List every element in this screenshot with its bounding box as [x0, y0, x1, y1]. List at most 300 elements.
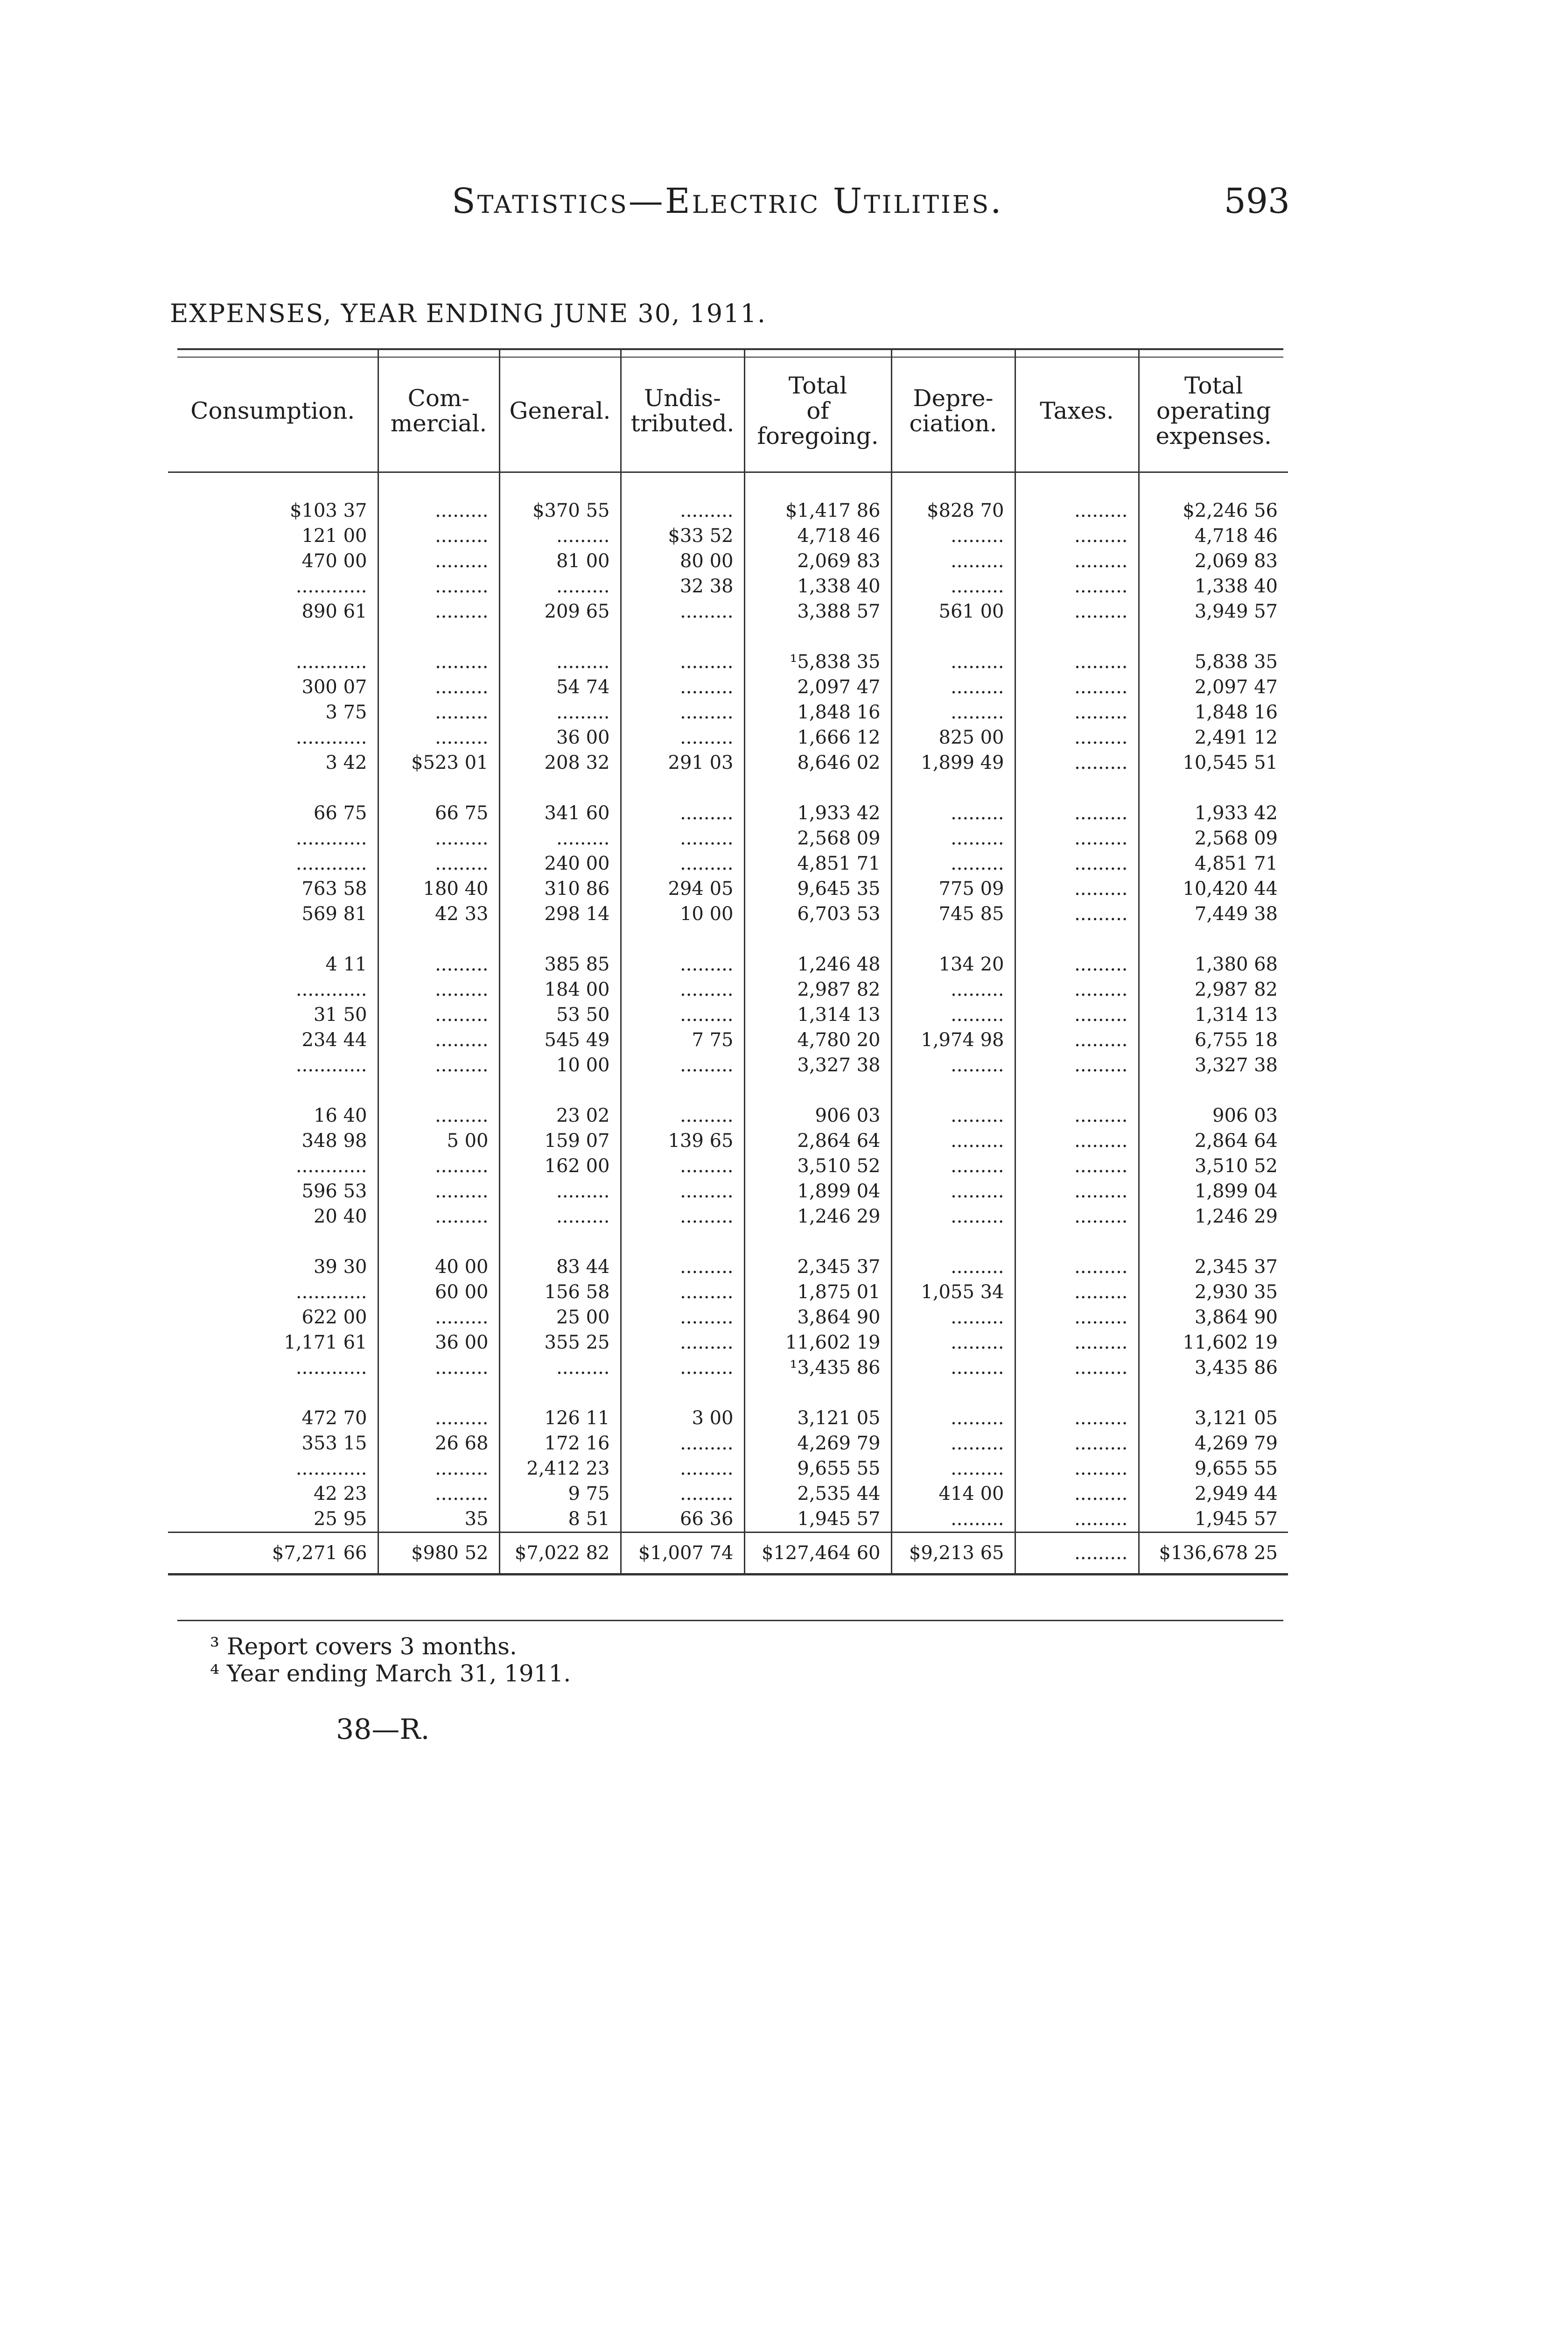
table-cell: 3,864 90 [1139, 1305, 1288, 1330]
table-cell: 172 16 [499, 1431, 621, 1456]
table-cell: 890 61 [301, 601, 367, 622]
table-cell: 906 03 [744, 1078, 891, 1128]
table-cell: 1,380 68 [1139, 927, 1288, 977]
table-cell: 3,327 38 [744, 1053, 891, 1078]
table-cell: 1,338 40 [1139, 574, 1288, 599]
table-cell: ......... [378, 1204, 499, 1229]
table-cell: 1,314 13 [1139, 1002, 1288, 1027]
table-cell: ............ [295, 828, 367, 849]
table-cell: ......... [1015, 725, 1139, 750]
table-cell: ......... [1015, 1229, 1139, 1279]
table-cell: ......... [621, 1431, 744, 1456]
table-row [168, 1330, 1288, 1355]
table-cell: 184 00 [499, 977, 621, 1002]
table-cell: 470 00 [301, 550, 367, 572]
table-cell: ......... [621, 775, 744, 826]
column-header: Taxes. [1015, 350, 1139, 472]
table-cell: 83 44 [499, 1229, 621, 1279]
table-cell: ......... [499, 1179, 621, 1204]
table-cell: ......... [891, 1153, 1015, 1179]
table-cell: 159 07 [499, 1128, 621, 1153]
table-cell: 3,121 05 [744, 1380, 891, 1431]
table-cell: 25 95 [313, 1508, 367, 1530]
table-cell: 39 30 [313, 1256, 367, 1278]
table-cell: ......... [378, 1456, 499, 1481]
table-cell: 300 07 [301, 676, 367, 698]
table-cell: 54 74 [499, 675, 621, 700]
table-cell: ......... [378, 624, 499, 675]
table-cell: ¹5,838 35 [744, 624, 891, 675]
table-cell: 2,097 47 [1139, 675, 1288, 700]
table-row [168, 750, 1288, 775]
table-cell: 2,568 09 [744, 826, 891, 851]
table-cell: 20 40 [313, 1206, 367, 1227]
table-row [168, 826, 1288, 851]
table-row [168, 1204, 1288, 1229]
table-cell: ......... [1015, 1179, 1139, 1204]
table-cell: ......... [621, 1229, 744, 1279]
table-cell: ......... [891, 1355, 1015, 1380]
table-cell: ............ [295, 1055, 367, 1076]
table-cell: ......... [378, 675, 499, 700]
table-row [168, 901, 1288, 927]
table-cell: 7,449 38 [1139, 901, 1288, 927]
totals-row [168, 1533, 1288, 1575]
table-row [168, 1305, 1288, 1330]
table-cell: ......... [378, 1179, 499, 1204]
table-cell: ......... [621, 1078, 744, 1128]
table-cell: ......... [621, 1330, 744, 1355]
table-cell: ......... [1015, 1153, 1139, 1179]
table-cell: 23 02 [499, 1078, 621, 1128]
table-cell: 3,949 57 [1139, 599, 1288, 624]
table-cell: $1,417 86 [744, 472, 891, 524]
table-cell: ......... [499, 624, 621, 675]
page-number: 593 [1224, 181, 1290, 221]
table-cell: ......... [621, 1279, 744, 1305]
table-cell: ......... [891, 1305, 1015, 1330]
table-cell: ......... [621, 1179, 744, 1204]
table-row [168, 1078, 1288, 1128]
table-cell: ......... [621, 624, 744, 675]
table-cell: 3,510 52 [1139, 1153, 1288, 1179]
table-row [168, 472, 1288, 524]
table-cell: 2,930 35 [1139, 1279, 1288, 1305]
table-cell: 134 20 [891, 927, 1015, 977]
table-cell: ............ [295, 979, 367, 1000]
table-cell: ......... [499, 1355, 621, 1380]
table-cell: ......... [378, 599, 499, 624]
table-cell: ......... [378, 826, 499, 851]
table-cell: 66 75 [313, 802, 367, 824]
table-cell: ......... [1015, 1027, 1139, 1053]
table-cell: ......... [1015, 927, 1139, 977]
table-cell: ............ [295, 576, 367, 597]
table-cell: 4,851 71 [744, 851, 891, 876]
table-cell: 26 68 [378, 1431, 499, 1456]
table-cell: ......... [891, 675, 1015, 700]
table-cell: 2,987 82 [744, 977, 891, 1002]
table-cell: ......... [378, 1153, 499, 1179]
table-cell: ............ [295, 1357, 367, 1378]
table-cell: 3,121 05 [1139, 1380, 1288, 1431]
expenses-table-wrap [168, 350, 1288, 1575]
table-cell: ............ [295, 651, 367, 673]
table-cell: ......... [378, 1355, 499, 1380]
table-cell: 9,655 55 [1139, 1456, 1288, 1481]
table-cell: 4,269 79 [744, 1431, 891, 1456]
table-cell: 2,069 83 [1139, 548, 1288, 574]
column-header: General. [499, 350, 621, 472]
table-row [168, 876, 1288, 901]
table-cell: 569 81 [301, 903, 367, 925]
table-cell: 1,666 12 [744, 725, 891, 750]
table-cell: 139 65 [621, 1128, 744, 1153]
table-cell: 32 38 [621, 574, 744, 599]
table-cell: 1,055 34 [891, 1279, 1015, 1305]
table-cell: ......... [499, 700, 621, 725]
table-cell: ......... [621, 1053, 744, 1078]
table-cell: 2,568 09 [1139, 826, 1288, 851]
table-cell: ............ [295, 1155, 367, 1177]
table-row [168, 977, 1288, 1002]
table-row [168, 1128, 1288, 1153]
table-cell: 180 40 [378, 876, 499, 901]
table-cell: ......... [621, 826, 744, 851]
table-cell: ......... [1015, 1330, 1139, 1355]
table-cell: ......... [499, 826, 621, 851]
table-cell: 9,655 55 [744, 1456, 891, 1481]
table-cell: ......... [378, 548, 499, 574]
table-row [168, 1481, 1288, 1506]
table-cell: ............ [295, 853, 367, 874]
table-cell: 1,974 98 [891, 1027, 1015, 1053]
table-cell: ......... [621, 1305, 744, 1330]
table-cell: ......... [891, 1330, 1015, 1355]
table-cell: 1,246 29 [1139, 1204, 1288, 1229]
table-cell: 66 36 [621, 1506, 744, 1533]
table-row [168, 1456, 1288, 1481]
table-cell: 126 11 [499, 1380, 621, 1431]
footnote: ⁴ Year ending March 31, 1911. [210, 1660, 571, 1687]
table-cell: 9 75 [499, 1481, 621, 1506]
table-cell: 2,412 23 [499, 1456, 621, 1481]
table-cell: 622 00 [301, 1307, 367, 1328]
table-cell: ......... [1015, 1204, 1139, 1229]
table-cell: 2,987 82 [1139, 977, 1288, 1002]
table-cell: ......... [891, 1204, 1015, 1229]
table-cell: 472 70 [301, 1407, 367, 1429]
header-row [168, 350, 1288, 472]
table-cell: 2,535 44 [744, 1481, 891, 1506]
table-cell: 2,345 37 [744, 1229, 891, 1279]
table-cell: ......... [621, 700, 744, 725]
column-header: Depre- ciation. [891, 350, 1015, 472]
column-header: Com- mercial. [378, 350, 499, 472]
table-row [168, 1053, 1288, 1078]
table-row [168, 1431, 1288, 1456]
table-cell: 42 23 [313, 1483, 367, 1504]
table-cell: 4 11 [325, 954, 367, 975]
table-cell: 1,171 61 [284, 1332, 367, 1353]
table-cell: ......... [621, 1204, 744, 1229]
table-cell: ......... [1015, 775, 1139, 826]
table-cell: 1,338 40 [744, 574, 891, 599]
table-cell: 298 14 [499, 901, 621, 927]
footnote: ³ Report covers 3 months. [210, 1633, 517, 1660]
column-header: Undis- tributed. [621, 350, 744, 472]
total-cell: $7,022 82 [499, 1533, 621, 1575]
table-cell: ......... [891, 1179, 1015, 1204]
table-cell: ......... [1015, 548, 1139, 574]
table-cell: 16 40 [313, 1105, 367, 1126]
table-row [168, 1506, 1288, 1533]
table-cell: 341 60 [499, 775, 621, 826]
table-row [168, 1153, 1288, 1179]
table-cell: ......... [1015, 1481, 1139, 1506]
table-cell: 596 53 [301, 1181, 367, 1202]
table-cell: ......... [1015, 1279, 1139, 1305]
table-cell: ......... [891, 851, 1015, 876]
table-cell: 2,345 37 [1139, 1229, 1288, 1279]
table-cell: $370 55 [499, 472, 621, 524]
table-row [168, 1179, 1288, 1204]
table-cell: 35 [378, 1506, 499, 1533]
table-title: EXPENSES, YEAR ENDING JUNE 30, 1911. [170, 299, 767, 328]
table-cell: 775 09 [891, 876, 1015, 901]
table-cell: 291 03 [621, 750, 744, 775]
table-cell: ......... [621, 927, 744, 977]
total-cell: $9,213 65 [891, 1533, 1015, 1575]
table-cell: 4,851 71 [1139, 851, 1288, 876]
table-cell: ......... [378, 1002, 499, 1027]
table-cell: ......... [891, 624, 1015, 675]
table-cell: ......... [621, 851, 744, 876]
table-cell: 81 00 [499, 548, 621, 574]
table-cell: ......... [378, 1481, 499, 1506]
table-cell: ......... [378, 1305, 499, 1330]
table-cell: ......... [1015, 851, 1139, 876]
table-cell: ......... [891, 700, 1015, 725]
table-cell: ......... [621, 1002, 744, 1027]
table-cell: $2,246 56 [1139, 472, 1288, 524]
table-row [168, 851, 1288, 876]
table-cell: ......... [1015, 901, 1139, 927]
total-cell: $7,271 66 [168, 1533, 378, 1575]
table-cell: ......... [1015, 826, 1139, 851]
table-cell: ......... [1015, 599, 1139, 624]
table-cell: 6,755 18 [1139, 1027, 1288, 1053]
table-cell: 42 33 [378, 901, 499, 927]
table-cell: ......... [621, 472, 744, 524]
column-header: Consumption. [168, 350, 378, 472]
table-cell: ......... [378, 1380, 499, 1431]
table-cell: 2,491 12 [1139, 725, 1288, 750]
table-cell: ......... [1015, 574, 1139, 599]
table-cell: 1,246 29 [744, 1204, 891, 1229]
table-cell: ......... [1015, 1456, 1139, 1481]
table-cell: ......... [378, 700, 499, 725]
table-cell: 3 75 [325, 702, 367, 723]
table-cell: 234 44 [301, 1029, 367, 1051]
table-cell: ......... [1015, 1053, 1139, 1078]
table-cell: ......... [891, 548, 1015, 574]
table-cell: ......... [378, 725, 499, 750]
table-cell: ......... [378, 574, 499, 599]
table-cell: 1,899 04 [744, 1179, 891, 1204]
table-cell: ......... [378, 1078, 499, 1128]
table-cell: 906 03 [1139, 1078, 1288, 1128]
table-cell: ......... [621, 977, 744, 1002]
table-cell: 2,864 64 [744, 1128, 891, 1153]
table-cell: ......... [378, 1053, 499, 1078]
table-row [168, 1027, 1288, 1053]
table-cell: 3,435 86 [1139, 1355, 1288, 1380]
table-cell: ......... [378, 472, 499, 524]
table-row [168, 574, 1288, 599]
table-cell: 80 00 [621, 548, 744, 574]
table-cell: $33 52 [621, 523, 744, 548]
bottom-rule [177, 1620, 1283, 1621]
table-cell: 60 00 [378, 1279, 499, 1305]
table-row [168, 523, 1288, 548]
total-cell: $127,464 60 [744, 1533, 891, 1575]
table-cell: 6,703 53 [744, 901, 891, 927]
table-cell: ......... [621, 725, 744, 750]
table-cell: ......... [621, 1153, 744, 1179]
total-cell: $1,007 74 [621, 1533, 744, 1575]
table-cell: 36 00 [499, 725, 621, 750]
table-cell: ......... [891, 775, 1015, 826]
table-cell: ......... [891, 1078, 1015, 1128]
table-cell: ............ [295, 1458, 367, 1479]
table-cell: ......... [499, 1204, 621, 1229]
table-cell: 1,899 04 [1139, 1179, 1288, 1204]
table-cell: 7 75 [621, 1027, 744, 1053]
table-cell: 1,314 13 [744, 1002, 891, 1027]
table-cell: ......... [499, 574, 621, 599]
total-cell: ......... [1015, 1533, 1139, 1575]
table-cell: 208 32 [499, 750, 621, 775]
table-row [168, 675, 1288, 700]
table-cell: 348 98 [301, 1130, 367, 1152]
table-cell: ......... [891, 826, 1015, 851]
table-cell: 1,246 48 [744, 927, 891, 977]
table-cell: 25 00 [499, 1305, 621, 1330]
table-cell: ......... [378, 927, 499, 977]
table-cell: 385 85 [499, 927, 621, 977]
table-cell: ......... [891, 1053, 1015, 1078]
table-cell: ......... [1015, 624, 1139, 675]
table-cell: 1,848 16 [1139, 700, 1288, 725]
table-cell: ......... [1015, 876, 1139, 901]
table-cell: ......... [1015, 1078, 1139, 1128]
table-cell: 2,864 64 [1139, 1128, 1288, 1153]
table-cell: ......... [891, 977, 1015, 1002]
signature-mark: 38—R. [336, 1713, 430, 1746]
table-cell: 4,269 79 [1139, 1431, 1288, 1456]
table-row [168, 775, 1288, 826]
footnotes [210, 1633, 571, 1687]
table-cell: ............ [295, 1281, 367, 1303]
table-row [168, 548, 1288, 574]
table-cell: $523 01 [378, 750, 499, 775]
table-cell: 9,645 35 [744, 876, 891, 901]
table-cell: ......... [621, 1355, 744, 1380]
table-cell: ¹3,435 86 [744, 1355, 891, 1380]
table-row [168, 927, 1288, 977]
table-cell: 545 49 [499, 1027, 621, 1053]
table-cell: ......... [891, 1431, 1015, 1456]
expenses-table [168, 350, 1288, 1575]
table-cell: 3 00 [621, 1380, 744, 1431]
table-cell: 66 75 [378, 775, 499, 826]
table-cell: ......... [621, 1456, 744, 1481]
table-body [168, 472, 1288, 1575]
table-cell: ......... [1015, 700, 1139, 725]
table-cell: ......... [621, 1481, 744, 1506]
total-cell: $980 52 [378, 1533, 499, 1575]
table-cell: 4,718 46 [744, 523, 891, 548]
table-cell: 1,933 42 [744, 775, 891, 826]
table-cell: 209 65 [499, 599, 621, 624]
table-cell: 40 00 [378, 1229, 499, 1279]
table-cell: 5,838 35 [1139, 624, 1288, 675]
table-cell: ......... [621, 675, 744, 700]
table-cell: ......... [1015, 675, 1139, 700]
table-cell: ......... [1015, 750, 1139, 775]
table-cell: 10,420 44 [1139, 876, 1288, 901]
table-cell: 353 15 [301, 1433, 367, 1454]
table-cell: ......... [891, 574, 1015, 599]
table-cell: 3,510 52 [744, 1153, 891, 1179]
table-cell: 53 50 [499, 1002, 621, 1027]
table-cell: 3,864 90 [744, 1305, 891, 1330]
table-cell: 156 58 [499, 1279, 621, 1305]
table-cell: ......... [891, 1229, 1015, 1279]
table-cell: 763 58 [301, 878, 367, 900]
table-cell: 8,646 02 [744, 750, 891, 775]
table-cell: 414 00 [891, 1481, 1015, 1506]
table-row [168, 1002, 1288, 1027]
table-row [168, 1229, 1288, 1279]
table-cell: ......... [499, 523, 621, 548]
table-cell: 355 25 [499, 1330, 621, 1355]
table-cell: ......... [1015, 977, 1139, 1002]
table-cell: $103 37 [290, 500, 367, 521]
table-cell: 1,945 57 [1139, 1506, 1288, 1533]
table-cell: 561 00 [891, 599, 1015, 624]
table-cell: 825 00 [891, 725, 1015, 750]
table-cell: 11,602 19 [744, 1330, 891, 1355]
table-cell: ......... [1015, 1355, 1139, 1380]
table-cell: 294 05 [621, 876, 744, 901]
table-cell: 36 00 [378, 1330, 499, 1355]
table-cell: ......... [1015, 1305, 1139, 1330]
table-cell: 2,097 47 [744, 675, 891, 700]
table-cell: $828 70 [891, 472, 1015, 524]
table-cell: 10,545 51 [1139, 750, 1288, 775]
table-row [168, 1355, 1288, 1380]
table-cell: ......... [1015, 1002, 1139, 1027]
table-cell: ......... [1015, 523, 1139, 548]
table-cell: 1,875 01 [744, 1279, 891, 1305]
table-row [168, 725, 1288, 750]
table-row [168, 1279, 1288, 1305]
table-cell: ......... [1015, 1431, 1139, 1456]
table-cell: 3,388 57 [744, 599, 891, 624]
table-cell: 745 85 [891, 901, 1015, 927]
